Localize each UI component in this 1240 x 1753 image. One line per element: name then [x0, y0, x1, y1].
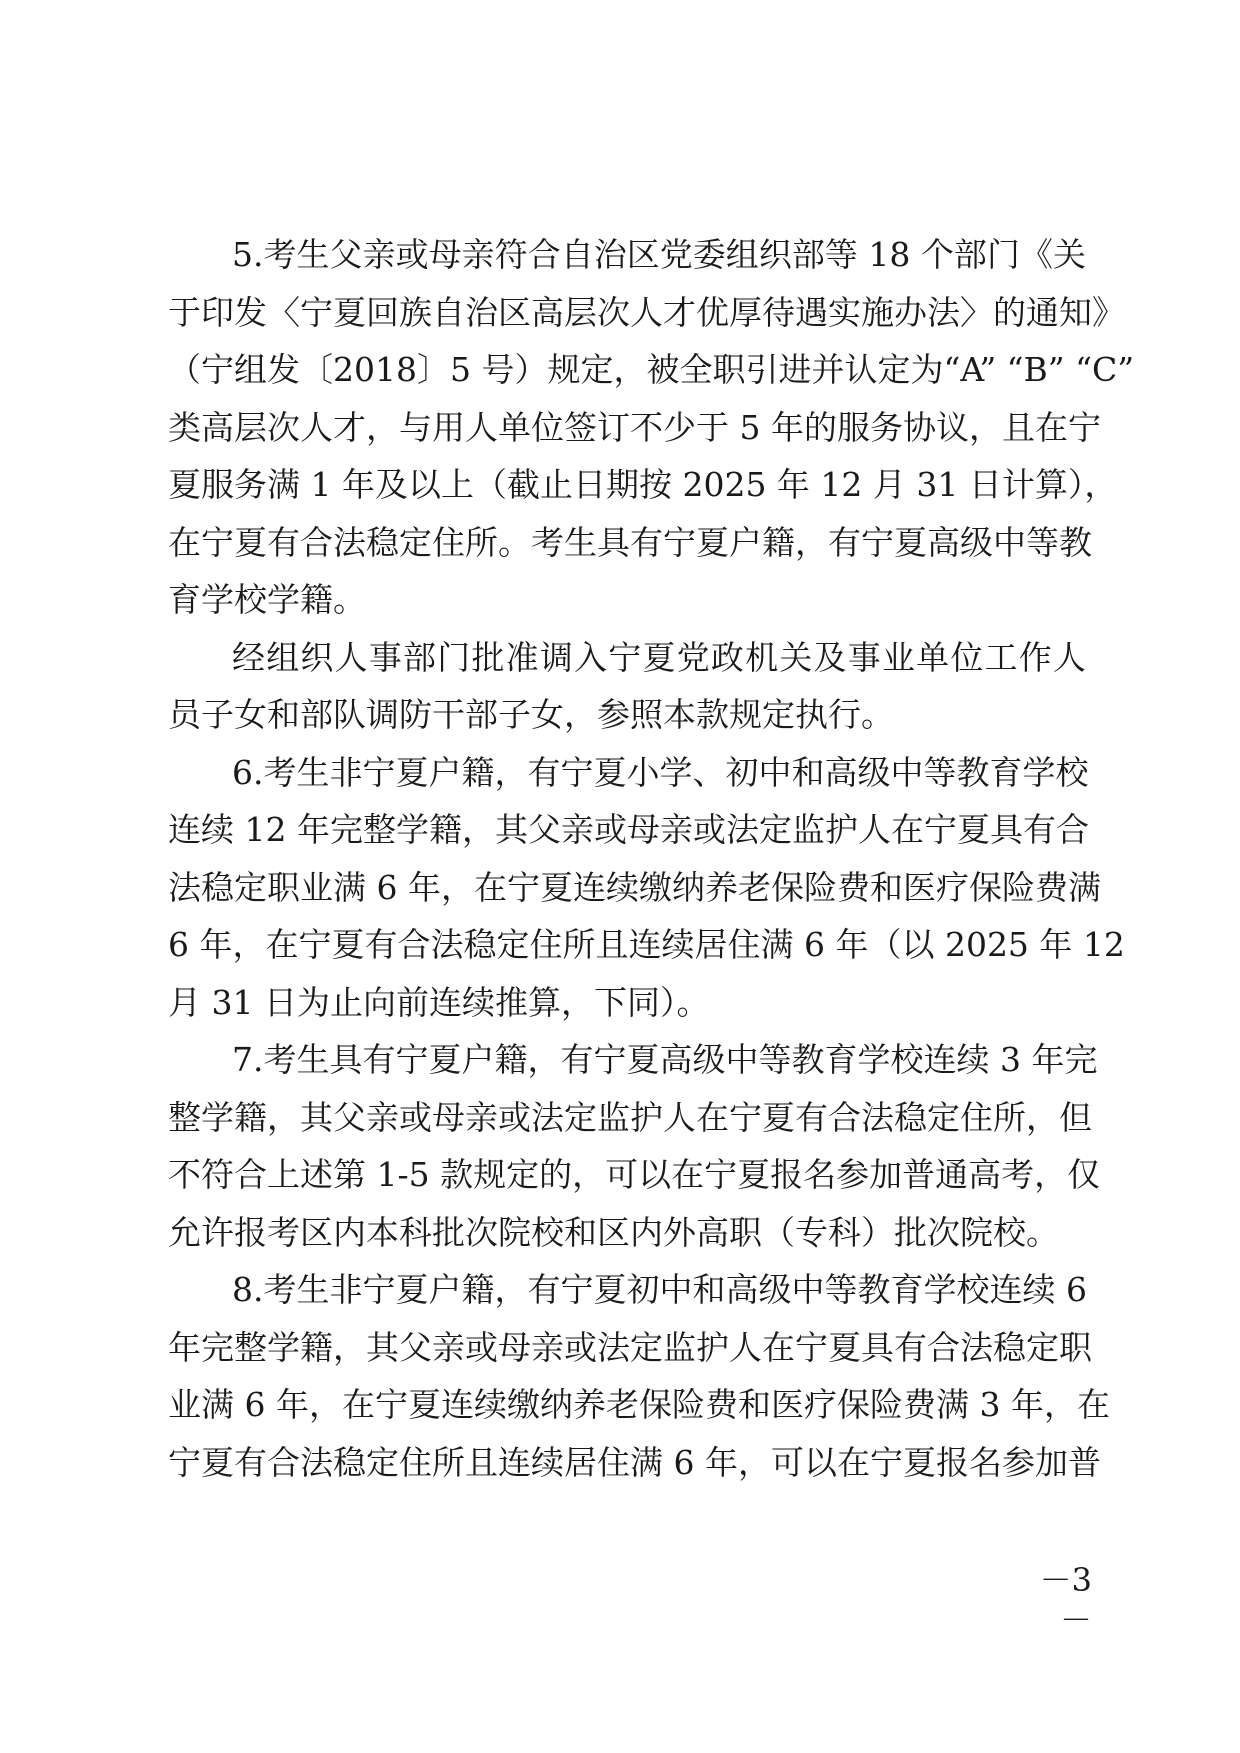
paragraph-line: 6.考生非宁夏户籍，有宁夏小学、初中和高级中等教育学校	[232, 752, 1089, 792]
page-number: －3－	[1039, 1561, 1092, 1639]
paragraph-line: 法稳定职业满 6 年，在宁夏连续缴纳养老保险费和医疗保险费满	[168, 867, 1101, 907]
paragraph-line: 于印发〈宁夏回族自治区高层次人才优厚待遇实施办法〉的通知》	[168, 292, 1125, 332]
paragraph-line: 类高层次人才，与用人单位签订不少于 5 年的服务协议，且在宁	[168, 407, 1101, 447]
paragraph-line: 允许报考区内本科批次院校和区内外高职（专科）批次院校。	[168, 1212, 1059, 1252]
paragraph-line: 不符合上述第 1-5 款规定的，可以在宁夏报名参加普通高考，仅	[168, 1155, 1101, 1194]
document-body	[168, 226, 1135, 1491]
paragraph-line: 宁夏有合法稳定住所且连续居住满 6 年，可以在宁夏报名参加普	[168, 1442, 1101, 1482]
paragraph-line: 夏服务满 1 年及以上（截止日期按 2025 年 12 月 31 日计算），	[168, 465, 1118, 504]
paragraph-line: 7.考生具有宁夏户籍，有宁夏高级中等教育学校连续 3 年完	[232, 1040, 1098, 1079]
paragraph-line: 经组织人事部门批准调入宁夏党政机关及事业单位工作人	[232, 637, 1086, 677]
paragraph-line: 6 年，在宁夏有合法稳定住所且连续居住满 6 年（以 2025 年 12	[168, 925, 1125, 964]
paragraph-line: （宁组发〔2018〕5 号）规定，被全职引进并认定为“A” “B” “C”	[168, 350, 1135, 389]
paragraph-line: 在宁夏有合法稳定住所。考生具有宁夏户籍，有宁夏高级中等教	[168, 522, 1092, 562]
paragraph-line: 连续 12 年完整学籍，其父亲或母亲或法定监护人在宁夏具有合	[168, 810, 1089, 849]
paragraph-line: 年完整学籍，其父亲或母亲或法定监护人在宁夏具有合法稳定职	[168, 1327, 1092, 1367]
paragraph-line: 月 31 日为止向前连续推算，下同）。	[168, 982, 710, 1022]
paragraph-line: 8.考生非宁夏户籍，有宁夏初中和高级中等教育学校连续 6	[232, 1270, 1087, 1309]
paragraph-line: 育学校学籍。	[168, 580, 366, 619]
paragraph-line: 业满 6 年，在宁夏连续缴纳养老保险费和医疗保险费满 3 年，在	[168, 1385, 1110, 1424]
paragraph-line: 5.考生父亲或母亲符合自治区党委组织部等 18 个部门《关	[232, 235, 1086, 274]
paragraph-line: 整学籍，其父亲或母亲或法定监护人在宁夏有合法稳定住所，但	[168, 1097, 1092, 1137]
paragraph-line: 员子女和部队调防干部子女，参照本款规定执行。	[168, 695, 894, 734]
